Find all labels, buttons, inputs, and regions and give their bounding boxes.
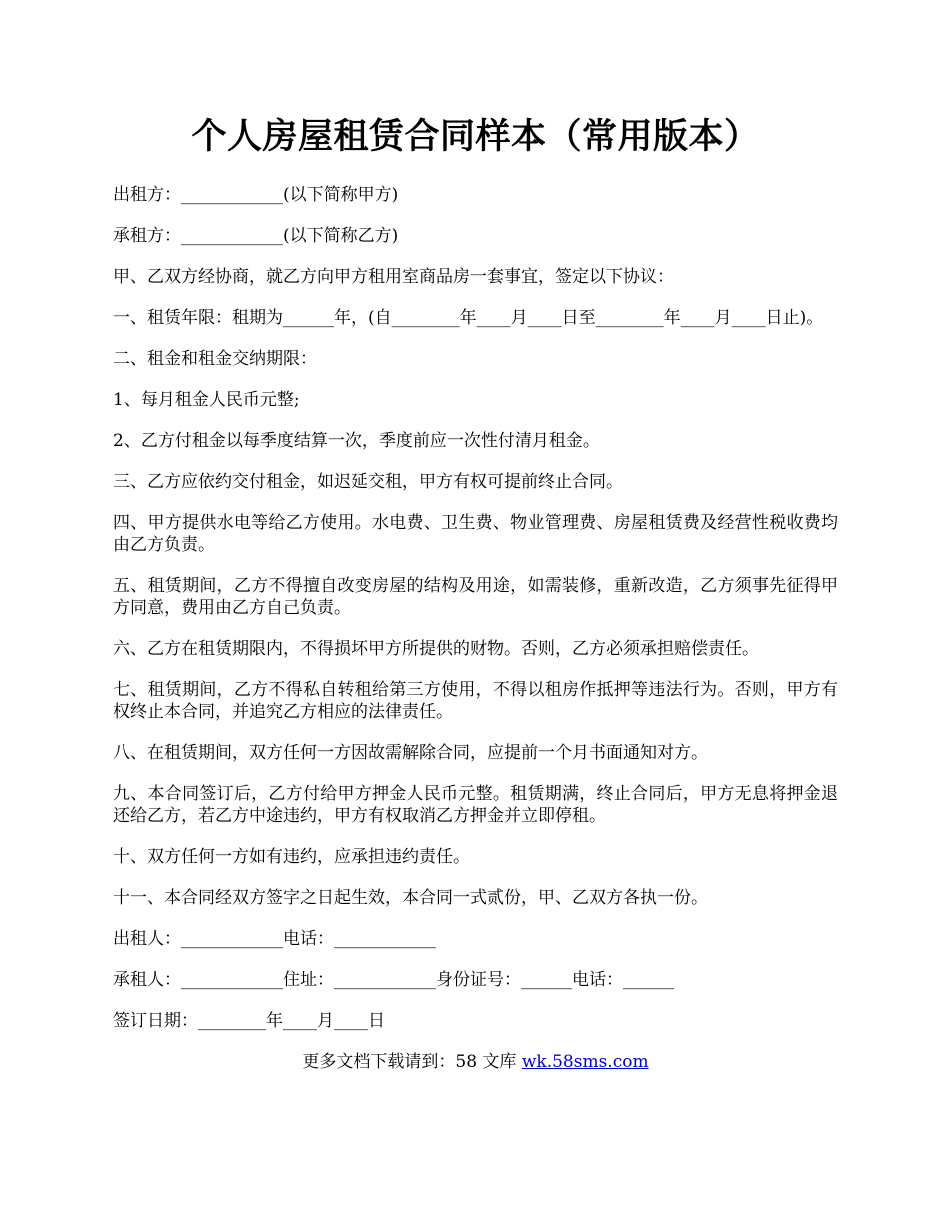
clause-effective: 十一、本合同经双方签字之日起生效，本合同一式贰份，甲、乙双方各执一份。 — [113, 888, 708, 908]
lessee-signature-line: 承租人：____________住址：____________身份证号：______电话：______ — [113, 970, 674, 990]
footer-download-note — [113, 1051, 838, 1073]
clause-lease-term: 一、租赁年限：租期为______年，(自________年____月____日至________年____月____日止)。 — [113, 308, 824, 328]
document-title: 个人房屋租赁合同样本（常用版本） — [191, 116, 760, 157]
clause-sublet: 七、租赁期间，乙方不得私自转租给第三方使用，不得以租房作抵押等违法行为。否则，甲方有权终止本合同，并追究乙方相应的法律责任。 — [113, 680, 838, 722]
clause-deposit: 九、本合同签订后，乙方付给甲方押金人民币元整。租赁期满，终止合同后，甲方无息将押金退还给乙方，若乙方中途违约，甲方有权取消乙方押金并立即停租。 — [113, 784, 838, 826]
lessor-signature-line: 出租人：____________电话：____________ — [113, 929, 436, 949]
clause-breach: 十、双方任何一方如有违约，应承担违约责任。 — [113, 847, 470, 867]
clause-utilities: 四、甲方提供水电等给乙方使用。水电费、卫生费、物业管理费、房屋租赁费及经营性税收费均由乙方负责。 — [113, 513, 838, 555]
signing-date-line: 签订日期：________年____月____日 — [113, 1011, 385, 1031]
clause-rent-item-1: 1、每月租金人民币元整; — [113, 390, 300, 410]
clause-rent-heading: 二、租金和租金交纳期限： — [113, 349, 317, 369]
lessee-line: 承租方：____________(以下简称乙方) — [113, 226, 399, 246]
clause-termination: 八、在租赁期间，双方任何一方因故需解除合同，应提前一个月书面通知对方。 — [113, 743, 708, 763]
clause-property-damage: 六、乙方在租赁期限内，不得损坏甲方所提供的财物。否则，乙方必须承担赔偿责任。 — [113, 639, 759, 659]
agreement-intro: 甲、乙双方经协商，就乙方向甲方租用室商品房一套事宜，签定以下协议： — [113, 267, 674, 287]
clause-rent-item-2: 2、乙方付租金以每季度结算一次，季度前应一次性付清月租金。 — [113, 431, 600, 451]
contract-body — [113, 184, 838, 1032]
lessor-line: 出租方：____________(以下简称甲方) — [113, 185, 399, 205]
clause-payment: 三、乙方应依约交付租金，如迟延交租，甲方有权可提前终止合同。 — [113, 472, 623, 492]
clause-renovation: 五、租赁期间，乙方不得擅自改变房屋的结构及用途，如需装修，重新改造，乙方须事先征得甲方同意，费用由乙方自己负责。 — [113, 576, 838, 618]
footer-link[interactable]: wk.58sms.com — [521, 1052, 649, 1072]
footer-prefix: 更多文档下载请到：58 文库 — [302, 1052, 522, 1072]
